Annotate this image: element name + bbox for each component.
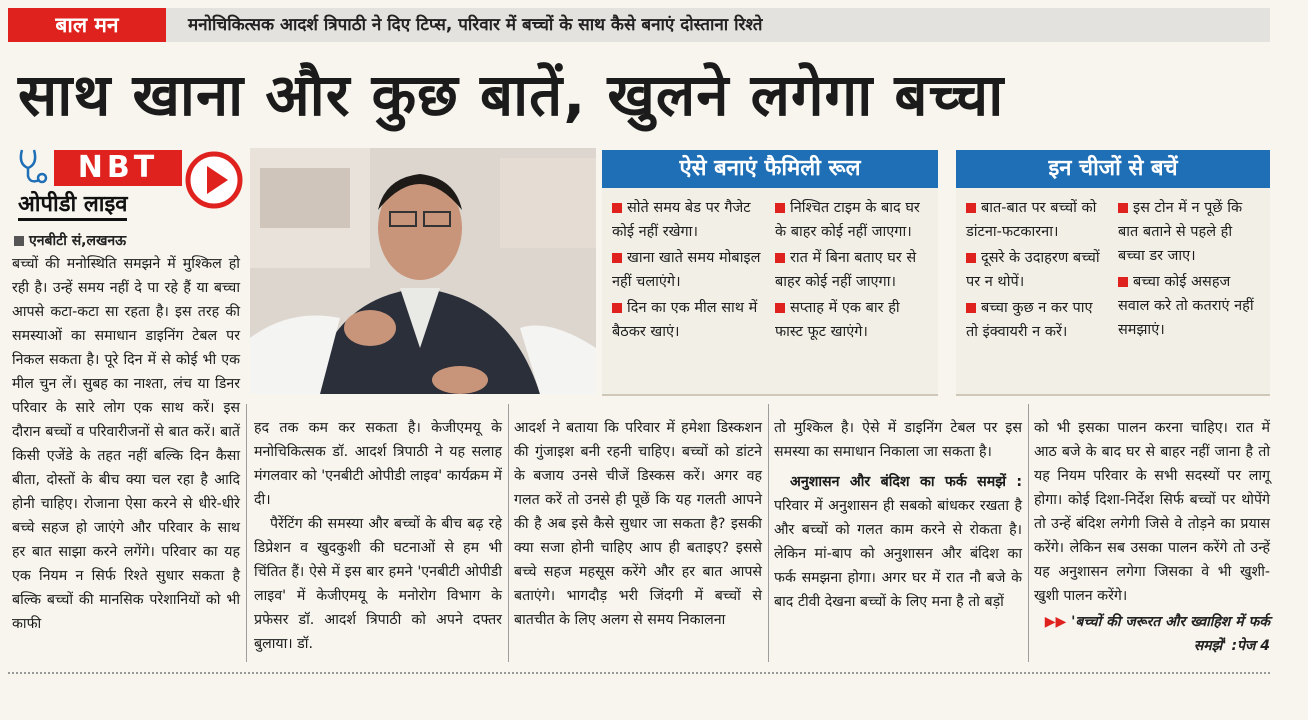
opd-live-label: ओपीडी लाइव bbox=[18, 188, 127, 221]
avoid-text: बच्चा कोई असहज सवाल करे तो कतराएं नहीं समझाएं। bbox=[1118, 274, 1254, 338]
play-icon bbox=[184, 150, 244, 210]
list-item bbox=[966, 246, 1108, 294]
bullet-square-icon bbox=[966, 253, 976, 263]
paragraph: पैरेंटिंग की समस्या और बच्चों के बीच बढ़ रहे डिप्रेशन व खुदकुशी की घटनाओं से हम भी चिंतित हैं। ऐसे में इस बार हमने 'एनबीटी ओपीडी लाइव' में केजीएमयू के मनोरोग विभाग के प्रफेसर डॉ. आदर्श त्रिपाठी को अपने दफ्तर बुलाया। डॉ. bbox=[254, 516, 502, 652]
avoid-text: इस टोन में न पूछें कि बात बताने से पहले ही बच्चा डर जाए। bbox=[1118, 200, 1243, 264]
avoid-text: बात-बात पर बच्चों को डांटना-फटकारना। bbox=[966, 200, 1097, 240]
paragraph: आदर्श ने बताया कि परिवार में हमेशा डिस्कशन की गुंजाइश बनी रहनी चाहिए। बच्चों को डांटने के बजाय उनसे चीजें डिस्कस करें। अगर वह गलत करें तो उनसे ही पूछें कि यह गलती आपने की है अब इसे कैसे सुधार जा सकता है? इसकी क्या सजा होनी चाहिए आप ही बताइए? इससे बच्चे सहज महसूस करेंगे और हर बात आपसे बताएंगे। भागदौड़ भरी जिंदगी में बच्चों से बातचीत के लिए अलग से समय निकालना bbox=[514, 420, 762, 628]
bullet-square-icon bbox=[14, 236, 24, 246]
rule-text: निश्चित टाइम के बाद घर के बाहर कोई नहीं जाएगा। bbox=[775, 200, 920, 240]
paragraph bbox=[774, 470, 1022, 614]
doctor-illustration bbox=[250, 148, 596, 394]
avoid-things-title: इन चीजों से बचें bbox=[956, 150, 1270, 188]
bullet-square-icon bbox=[612, 303, 622, 313]
subheading: अनुशासन और बंदिश का फर्क समझें : bbox=[790, 474, 1022, 490]
list-item bbox=[775, 246, 928, 294]
top-bar bbox=[8, 8, 1270, 42]
paragraph: को भी इसका पालन करना चाहिए। रात में आठ बजे के बाद घर से बाहर नहीं जाना है तो यह नियम परिवार के सभी सदस्यों पर लागू होगा। कोई दिशा-निर्देश सिर्फ बच्चों पर थोपेंगे तो उन्हें बंदिश लगेगी जिसे वे तोड़ने का प्रयास करेंगे। लेकिन सब उसका पालन करेंगे तो उन्हें यह अनुशासन लगेगा जिसका वे भी खुशी-खुशी पालन करेंगे। bbox=[1034, 420, 1270, 604]
bullet-square-icon bbox=[612, 253, 622, 263]
stethoscope-icon bbox=[14, 146, 54, 186]
list-item bbox=[1118, 270, 1260, 342]
bullet-square-icon bbox=[775, 253, 785, 263]
bottom-divider bbox=[8, 672, 1270, 674]
doctor-photo bbox=[250, 148, 596, 394]
column-divider bbox=[508, 404, 509, 662]
list-item bbox=[1118, 196, 1260, 268]
rule-text: सोते समय बेड पर गैजेट कोई नहीं रखेगा। bbox=[612, 200, 751, 240]
bullet-square-icon bbox=[612, 203, 622, 213]
avoid-text: दूसरे के उदाहरण बच्चों पर न थोपें। bbox=[966, 250, 1100, 290]
family-rules-box bbox=[602, 150, 938, 396]
bullet-square-icon bbox=[1118, 203, 1128, 213]
continued-reference bbox=[1044, 610, 1270, 658]
column-divider bbox=[246, 404, 247, 662]
paragraph-text: परिवार में अनुशासन ही सबको बांधकर रखता है और बच्चों को गलत काम करने से रोकता है। लेकिन मां-बाप को अनुशासन और बंदिश का फर्क समझना होगा। अगर घर में रात नौ बजे के बाद टीवी देखना बच्चों के लिए मना है तो बड़ों bbox=[774, 498, 1022, 610]
rule-text: खाना खाते समय मोबाइल नहीं चलाएंगे। bbox=[612, 250, 761, 290]
reference-title: 'बच्चों की जरूरत और ख्वाहिश में फर्क समझें' bbox=[1071, 614, 1270, 654]
kicker-line: मनोचिकित्सक आदर्श त्रिपाठी ने दिए टिप्स, परिवार में बच्चों के साथ कैसे बनाएं दोस्ताना रिश्ते bbox=[188, 15, 763, 35]
list-item bbox=[966, 196, 1108, 244]
headline: साथ खाना और कुछ बातें, खुलने लगेगा बच्चा bbox=[18, 61, 1005, 129]
bullet-square-icon bbox=[966, 203, 976, 213]
article-column-5 bbox=[1034, 416, 1270, 608]
nbt-wordmark: NBT bbox=[54, 150, 182, 186]
byline-text: एनबीटी सं,लखनऊ bbox=[29, 233, 127, 249]
avoid-things-box bbox=[956, 150, 1270, 396]
list-item bbox=[612, 196, 765, 244]
family-rules-right-column bbox=[775, 196, 928, 346]
list-item bbox=[775, 296, 928, 344]
section-tag: बाल मन bbox=[8, 8, 166, 42]
byline bbox=[14, 231, 126, 250]
rule-text: सप्ताह में एक बार ही फास्ट फूट खाएंगे। bbox=[775, 300, 900, 340]
article-column-3 bbox=[514, 416, 762, 632]
list-item bbox=[612, 296, 765, 344]
double-arrow-icon: ▶▶ bbox=[1044, 614, 1067, 630]
article-column-1: बच्चों की मनोस्थिति समझने में मुश्किल हो रही है। उन्हें समय नहीं दे पा रहे हैं या बच्चा आपसे कटा-कटा सा रहता है। इस तरह की समस्याओं का समाधान डाइनिंग टेबल पर निकल सकता है। पूरे दिन में से कोई भी एक मील चुन लें। सुबह का नाश्ता, लंच या डिनर परिवार के सारे लोग एक साथ करें। इस दौरान बच्चों व परिवारीजनों से बात करें। बातें किसी एजेंडे के तहत नहीं बल्कि दिन कैसा बीता, दोस्तों के बीच क्या चल रहा है आदि होनी चाहिए। रोजाना ऐसा करने से धीरे-धीरे बच्चे सहज हो जाएंगे और परिवार के साथ हर बात साझा करने लगेंगे। परिवार का यह एक नियम न सिर्फ रिश्ते सुधार सकता है बल्कि बच्चों की मानसिक परेशानियों को भी काफी bbox=[12, 256, 240, 632]
bullet-square-icon bbox=[775, 303, 785, 313]
avoid-text: बच्चा कुछ न कर पाए तो इंक्वायरी न करें। bbox=[966, 300, 1093, 340]
family-rules-title: ऐसे बनाएं फैमिली रूल bbox=[602, 150, 938, 188]
paragraph: तो मुश्किल है। ऐसे में डाइनिंग टेबल पर इस समस्या का समाधान निकाला जा सकता है। bbox=[774, 420, 1022, 460]
nbt-opd-live-logo bbox=[14, 146, 246, 222]
list-item bbox=[775, 196, 928, 244]
reference-page: :पेज 4 bbox=[1231, 638, 1270, 654]
article-column-2 bbox=[254, 416, 502, 656]
avoid-things-right-column bbox=[1118, 196, 1260, 346]
family-rules-left-column bbox=[612, 196, 765, 346]
column-divider bbox=[768, 404, 769, 662]
column-divider bbox=[1028, 404, 1029, 662]
bullet-square-icon bbox=[1118, 277, 1128, 287]
list-item bbox=[966, 296, 1108, 344]
rule-text: दिन का एक मील साथ में बैठकर खाएं। bbox=[612, 300, 758, 340]
list-item bbox=[612, 246, 765, 294]
rule-text: रात में बिना बताए घर से बाहर कोई नहीं जाएगा। bbox=[775, 250, 917, 290]
bullet-square-icon bbox=[775, 203, 785, 213]
article-column-4 bbox=[774, 416, 1022, 614]
bullet-square-icon bbox=[966, 303, 976, 313]
paragraph: हद तक कम कर सकता है। केजीएमयू के मनोचिकित्सक डॉ. आदर्श त्रिपाठी ने यह सलाह मंगलवार को 'एनबीटी ओपीडी लाइव' कार्यक्रम में दी। bbox=[254, 420, 502, 508]
avoid-things-left-column bbox=[966, 196, 1108, 346]
